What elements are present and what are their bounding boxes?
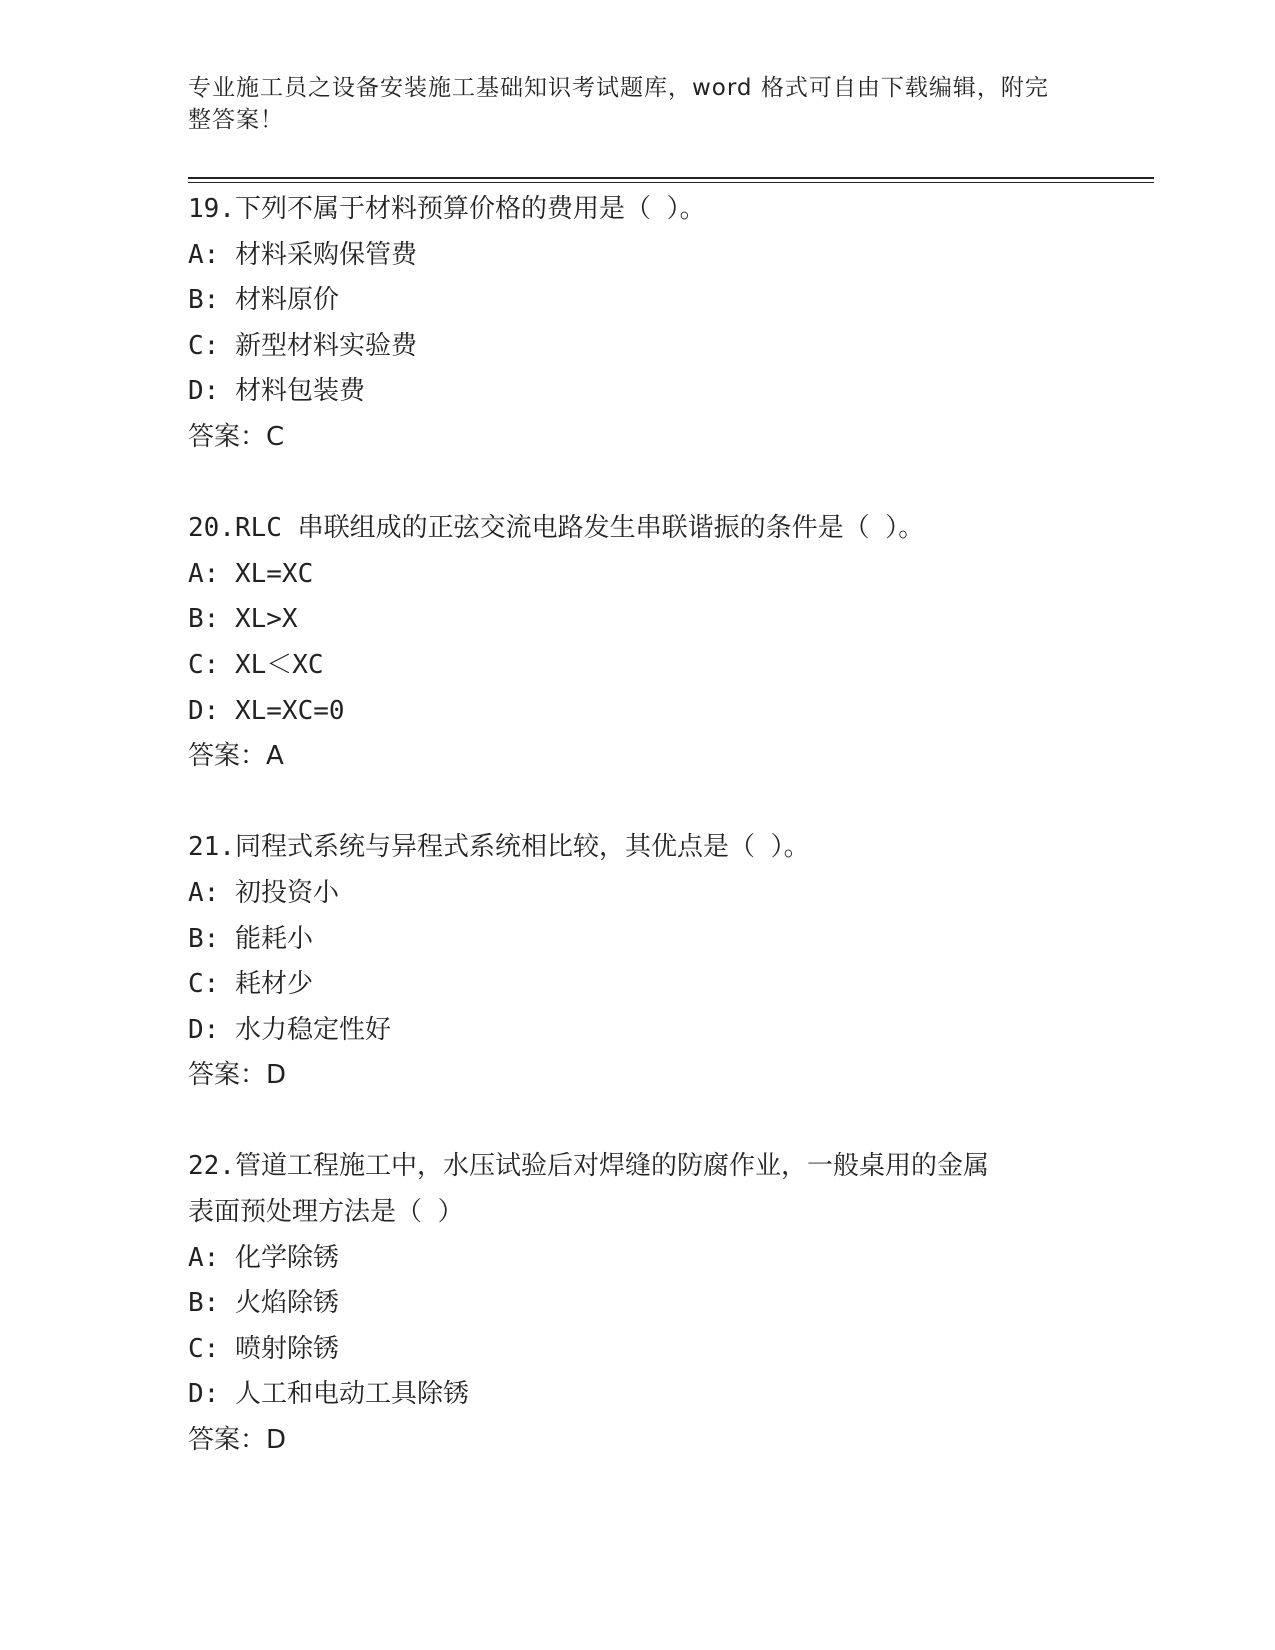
header-line-2: 整答案！ <box>188 107 284 133</box>
option-a: A: 化学除锈 <box>188 1242 339 1273</box>
question-list <box>188 187 1088 1464</box>
question-21 <box>188 825 1088 1099</box>
question-stem-continued: 表面预处理方法是（ ） <box>188 1197 464 1228</box>
option-c: C: XL＜XC <box>188 649 324 680</box>
header-divider-thin <box>188 182 1154 183</box>
answer-line: 答案：C <box>188 421 285 452</box>
question-stem: 22.管道工程施工中，水压试验后对焊缝的防腐作业，一般桌用的金属 <box>188 1151 989 1182</box>
answer-line: 答案：D <box>188 1425 287 1456</box>
option-a: A: 初投资小 <box>188 877 339 908</box>
question-stem: 19.下列不属于材料预算价格的费用是（ ）。 <box>188 194 706 224</box>
option-a: A: 材料采购保管费 <box>188 239 417 270</box>
option-c: C: 喷射除锈 <box>188 1333 339 1364</box>
header-divider-thick <box>188 177 1154 179</box>
option-b: B: 能耗小 <box>188 923 313 954</box>
spacer <box>188 461 1088 507</box>
question-19 <box>188 187 1088 461</box>
option-b: B: XL>X <box>188 604 298 635</box>
question-stem: 20.RLC 串联组成的正弦交流电路发生串联谐振的条件是（ ）。 <box>188 513 925 544</box>
option-b: B: 火焰除锈 <box>188 1288 339 1319</box>
option-c: C: 新型材料实验费 <box>188 330 417 361</box>
spacer <box>188 780 1088 826</box>
option-c: C: 耗材少 <box>188 969 313 1000</box>
option-d: D: 人工和电动工具除锈 <box>188 1379 469 1410</box>
option-d: D: 材料包装费 <box>188 376 365 407</box>
spacer <box>188 1099 1088 1145</box>
header-line-1: 专业施工员之设备安装施工基础知识考试题库，word 格式可自由下载编辑，附完 <box>188 75 1049 101</box>
question-20 <box>188 506 1088 780</box>
option-d: D: XL=XC=0 <box>188 695 345 726</box>
option-b: B: 材料原价 <box>188 285 339 316</box>
document-header <box>188 72 1068 136</box>
option-a: A: XL=XC <box>188 558 314 589</box>
question-stem: 21.同程式系统与异程式系统相比较，其优点是（ ）。 <box>188 832 810 863</box>
answer-line: 答案：A <box>188 741 284 772</box>
option-d: D: 水力稳定性好 <box>188 1014 391 1045</box>
question-22 <box>188 1144 1088 1463</box>
answer-line: 答案：D <box>188 1060 287 1091</box>
